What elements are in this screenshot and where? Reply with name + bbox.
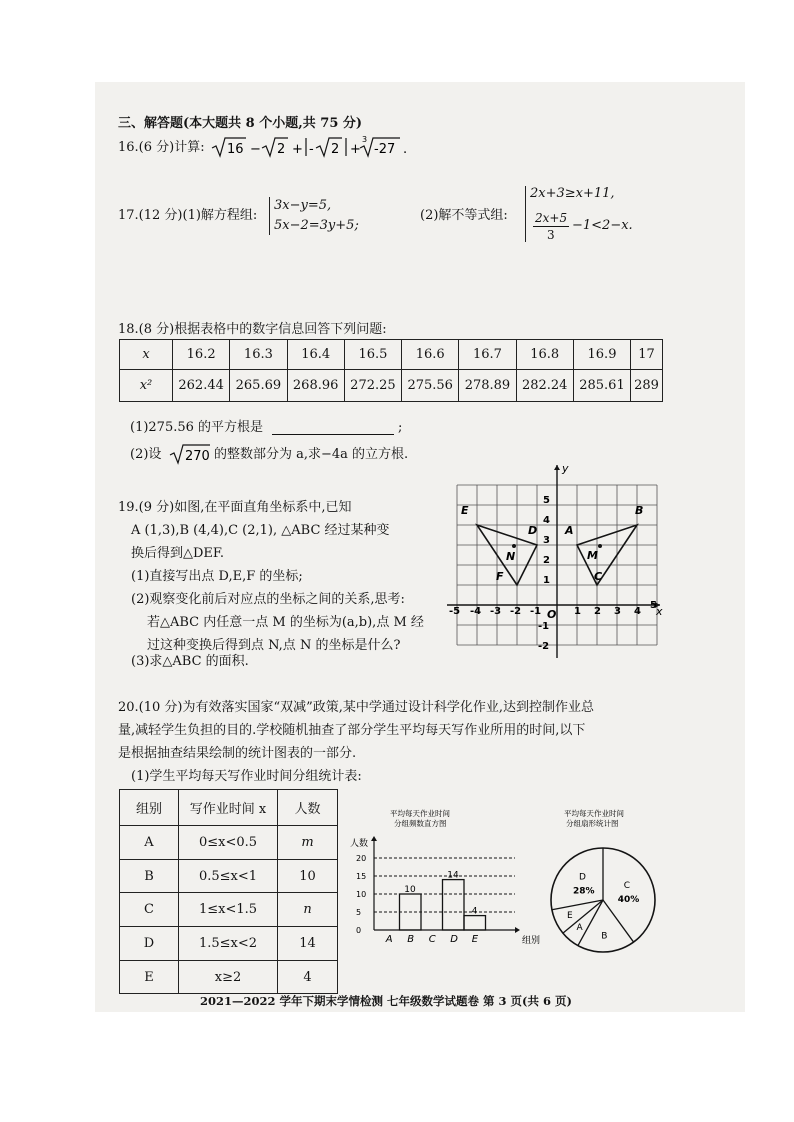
q20-line1: 20.(10 分)为有效落实国家“双减”政策,某中学通过设计科学化作业,达到控制作业总	[118, 700, 595, 715]
chart-bar	[464, 916, 486, 930]
chart-data-label: 4	[471, 906, 478, 917]
point-m-dot	[598, 544, 602, 548]
point-n-label: N	[506, 550, 516, 563]
pie-slice-label: B	[601, 931, 608, 942]
y-tick: 4	[543, 515, 550, 526]
point-c-label: C	[594, 570, 603, 583]
q19-line6: 若△ABC 内任意一点 M 的坐标为(a,b),点 M 经	[147, 615, 424, 630]
y-tick-labels	[538, 495, 550, 652]
q18-label: 18.(8 分)根据表格中的数字信息回答下列问题:	[118, 322, 387, 337]
q19-line2: A (1,3),B (4,4),C (2,1), △ABC 经过某种变	[131, 523, 390, 538]
chart-category-label: E	[471, 934, 479, 945]
q16-label: 16.(6 分)计算:	[118, 140, 205, 155]
q17-ineq2-denominator: 3	[547, 228, 555, 242]
q20-cell: B	[120, 860, 179, 893]
pie-slice-label: A	[576, 923, 583, 934]
q17-system-brace	[269, 197, 270, 235]
q16-cube-index: 3	[362, 135, 368, 144]
q20-cell: 0.5≤x<1	[179, 860, 278, 893]
q18-cell: 278.89	[459, 370, 516, 402]
pie-title-line1: 平均每天作业时间	[564, 809, 624, 818]
q17-part2-label: (2)解不等式组:	[420, 208, 508, 223]
q18-row-x	[120, 340, 663, 370]
q20-line3: 是根据抽查结果绘制的统计图表的一部分.	[118, 746, 357, 761]
q20-cell: 14	[278, 927, 338, 961]
point-f-label: F	[496, 570, 504, 583]
y-axis-arrow	[554, 465, 560, 470]
y-tick: 3	[543, 535, 550, 546]
pie-slice-label: D	[578, 872, 586, 883]
q17-eq2: 5x−2=3y+5;	[274, 218, 359, 233]
q18-part2-pre: (2)设	[130, 447, 162, 462]
q20-cell: x≥2	[179, 961, 278, 994]
q17-ineq2-rest: −1<2−x.	[572, 218, 633, 233]
q20-header: 组别	[120, 790, 179, 826]
pie-slice-percent: 40%	[617, 894, 640, 905]
section-title: 三、解答题(本大题共 8 个小题,共 75 分)	[118, 116, 363, 131]
q18-cell: 275.56	[402, 370, 459, 402]
origin-label: O	[547, 608, 557, 621]
point-m-label: M	[587, 549, 598, 562]
q20-cell: 10	[278, 860, 338, 893]
x-tick: -3	[490, 606, 502, 617]
q16-expression	[210, 134, 410, 160]
q20-cell: 4	[278, 961, 338, 994]
q19-line5: (2)观察变化前后对应点的坐标之间的关系,思考:	[131, 592, 405, 607]
q19-line1: 19.(9 分)如图,在平面直角坐标系中,已知	[118, 500, 352, 515]
q18-cell: 265.69	[230, 370, 287, 402]
q18-cell: 16.4	[287, 340, 344, 370]
q19-line3: 换后得到△DEF.	[131, 546, 225, 561]
q18-row-x-label: x	[120, 340, 173, 370]
y-axis-label: y	[562, 462, 569, 475]
q18-cell: 262.44	[173, 370, 230, 402]
chart-title-line1: 平均每天作业时间	[390, 809, 450, 818]
chart-ylabel: 人数	[350, 839, 369, 849]
q18-table	[119, 339, 663, 402]
triangle-abc	[577, 525, 637, 585]
chart-data-label: 10	[404, 885, 416, 895]
point-d-label: D	[528, 524, 538, 537]
y-tick: 1	[543, 575, 550, 586]
q18-cell: 16.9	[573, 340, 630, 370]
x-tick: 3	[614, 606, 621, 617]
x-axis-label: x	[656, 605, 663, 618]
chart-y-tick: 10	[356, 890, 367, 899]
q19-coordinate-graph	[447, 462, 665, 662]
svg-text:270: 270	[185, 449, 210, 464]
pie-slice-label: C	[623, 880, 631, 891]
q18-cell: 268.96	[287, 370, 344, 402]
q18-answer-blank	[272, 434, 394, 435]
x-tick: 4	[634, 606, 641, 617]
chart-data-label: 14	[447, 870, 459, 881]
q16-radicand-neg27: -27	[374, 142, 396, 157]
x-tick: -4	[470, 606, 482, 617]
q20-pie-chart	[540, 808, 670, 958]
pie-slice-edge	[603, 900, 634, 942]
pie-slice-percent: 28%	[572, 886, 595, 897]
table-row	[120, 826, 338, 860]
q18-cell: 285.61	[573, 370, 630, 402]
pie-slice-edge	[552, 900, 603, 910]
point-e-label: E	[461, 504, 469, 517]
table-row	[120, 927, 338, 961]
q20-cell: m	[278, 826, 338, 860]
q18-cell: 16.8	[516, 340, 573, 370]
svg-text:+: +	[350, 142, 361, 157]
pie-title-line2: 分组扇形统计图	[566, 819, 619, 828]
q20-cell: A	[120, 826, 179, 860]
q16-radicand-2a: 2	[277, 142, 286, 157]
q18-cell: 16.5	[344, 340, 401, 370]
q20-cell: D	[120, 927, 179, 961]
q17-eq1: 3x−y=5,	[274, 198, 332, 213]
q20-header-row	[120, 790, 338, 826]
q17-ineq2-numerator: 2x+5	[535, 211, 568, 225]
table-row	[120, 961, 338, 994]
q18-cell: 17	[631, 340, 663, 370]
x-tick: -1	[530, 606, 542, 617]
chart-category-label: A	[385, 934, 393, 945]
q18-row-x2	[120, 370, 663, 402]
chart-title-line2: 分组频数直方图	[394, 819, 447, 828]
point-n-dot	[512, 544, 516, 548]
q18-part2-post: 的整数部分为 a,求−4a 的立方根.	[214, 447, 409, 462]
q18-cell: 16.6	[402, 340, 459, 370]
svg-text:−: −	[250, 142, 261, 157]
q20-cell: 0≤x<0.5	[179, 826, 278, 860]
q20-histogram	[350, 808, 540, 948]
q17-ineq1: 2x+3≥x+11,	[530, 186, 615, 201]
pie-slice-label: E	[567, 911, 573, 922]
q20-cell: n	[278, 893, 338, 927]
q20-line4: (1)学生平均每天写作业时间分组统计表:	[131, 769, 362, 784]
q19-line8: (3)求△ABC 的面积.	[131, 654, 249, 669]
chart-x-arrow	[515, 927, 520, 933]
q19-line7: 过这种变换后得到点 N,点 N 的坐标是什么?	[147, 638, 401, 653]
q20-cell: 1.5≤x<2	[179, 927, 278, 961]
q20-table	[119, 789, 338, 994]
point-a-label: A	[565, 524, 574, 537]
q20-line2: 量,减轻学生负担的目的.学校随机抽查了部分学生平均每天写作业所用的时间,以下	[118, 723, 586, 738]
chart-y-arrow	[371, 836, 377, 841]
chart-category-label: B	[407, 934, 415, 945]
q18-cell: 282.24	[516, 370, 573, 402]
x-tick: 1	[574, 606, 581, 617]
svg-text:-: -	[309, 142, 314, 157]
q17-label: 17.(12 分)(1)解方程组:	[118, 208, 258, 223]
chart-category-label: C	[428, 934, 436, 945]
y-tick: -1	[538, 621, 550, 632]
y-tick: 2	[543, 555, 550, 566]
q20-cell: E	[120, 961, 179, 994]
q18-sqrt-270	[168, 442, 212, 466]
y-tick: 5	[543, 495, 550, 506]
chart-y-tick: 20	[356, 854, 367, 863]
q17-inequality-brace	[525, 186, 526, 242]
chart-category-label: D	[450, 934, 458, 945]
chart-y-tick: 5	[356, 908, 362, 917]
q18-part1-end: ;	[398, 420, 403, 435]
q20-header: 写作业时间 x	[179, 790, 278, 826]
q20-cell: 1≤x<1.5	[179, 893, 278, 927]
q18-cell: 16.2	[173, 340, 230, 370]
q16-radicand-2b: 2	[331, 142, 340, 157]
q18-cell: 16.3	[230, 340, 287, 370]
x-tick: -5	[449, 606, 461, 617]
svg-text:+: +	[292, 142, 303, 157]
x-tick: 5	[650, 600, 657, 611]
svg-text:.: .	[403, 142, 408, 157]
chart-xlabel: 组别	[522, 936, 540, 946]
page-footer: 2021—2022 学年下期末学情检测 七年级数学试题卷 第 3 页(共 6 页)	[200, 994, 572, 1008]
q18-cell: 289	[631, 370, 663, 402]
point-b-label: B	[635, 504, 644, 517]
q19-line4: (1)直接写出点 D,E,F 的坐标;	[131, 569, 303, 584]
q16-radicand-16: 16	[227, 142, 244, 157]
x-tick: 2	[594, 606, 601, 617]
chart-bar	[443, 880, 465, 930]
q18-cell: 16.7	[459, 340, 516, 370]
chart-y-tick: 15	[356, 872, 367, 881]
y-tick: -2	[538, 641, 550, 652]
table-row	[120, 860, 338, 893]
q18-row-x2-label: x²	[120, 370, 173, 402]
q18-part1: (1)275.56 的平方根是	[130, 420, 264, 435]
q20-header: 人数	[278, 790, 338, 826]
table-row	[120, 893, 338, 927]
chart-y-tick: 0	[356, 926, 362, 935]
q18-cell: 272.25	[344, 370, 401, 402]
q20-cell: C	[120, 893, 179, 927]
x-tick: -2	[510, 606, 522, 617]
